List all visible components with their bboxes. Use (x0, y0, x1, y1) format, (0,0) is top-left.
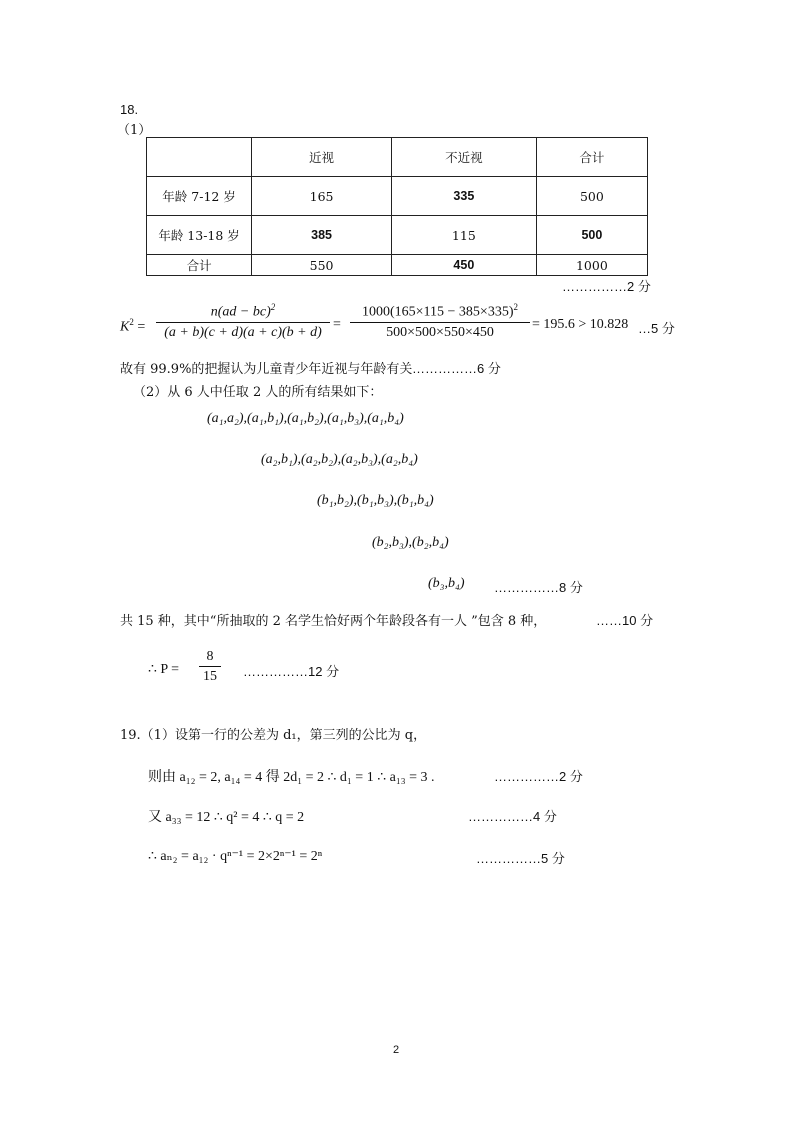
table-cell: 550 (252, 255, 392, 276)
table-header-cell: 近视 (252, 138, 392, 177)
probability-prefix (148, 661, 179, 678)
part-1-label: （1） (117, 123, 152, 138)
table-cell: 年龄 13-18 岁 (147, 216, 252, 255)
k2-lhs: $K^2$ = (120, 317, 146, 335)
score-2: ……………2 分 (562, 279, 651, 294)
table-cell: 年龄 7-12 岁 (147, 177, 252, 216)
question-19-line-2: 则由 a₁₂ = 2, a₁₄ = 4 得 2d₁ = 2 ∴ d₁ = 1 ∴ a₁₃ = 3 . (148, 770, 435, 785)
score-6: ……………6 分 (412, 361, 501, 376)
page-number: 2 (393, 1044, 400, 1056)
k2-general-numerator-exp: 2 (270, 302, 276, 312)
table-row (147, 177, 648, 216)
k2-general-denominator: (a + b)(c + d)(a + c)(b + d) (156, 322, 330, 341)
equals-sign: = (333, 317, 341, 332)
k2-exponent: 2 (129, 317, 134, 327)
k2-numeric-numerator-text: 1000(165×115 − 385×335) (362, 304, 514, 320)
pairs-line-1: (a₁,a₂),(a₁,b₁),(a₁,b₂),(a₁,b₃),(a₁,b₄) (207, 411, 404, 426)
probability-prefix-text: ∴ P = (148, 662, 180, 677)
table-header-row (147, 138, 648, 177)
k2-general-numerator (156, 302, 330, 322)
question-18-number: 18. (120, 102, 139, 117)
summary-text: 共 15 种，其中“所抽取的 2 名学生恰好两个年龄段各有一人 ”包含 8 种， (120, 614, 547, 629)
question-19-line-4: ∴ aₙ₂ = a₁₂ · qⁿ⁻¹ = 2×2ⁿ⁻¹ = 2ⁿ (148, 849, 323, 864)
pairs-line-5: (b₃,b₄) (428, 576, 465, 591)
table-header-cell (147, 138, 252, 177)
pairs-line-2: (a₂,b₁),(a₂,b₂),(a₂,b₃),(a₂,b₄) (261, 452, 418, 467)
table-cell: 385 (252, 216, 392, 255)
table-cell: 450 (391, 255, 536, 276)
q19-score-2: ……………2 分 (494, 769, 583, 784)
probability-denominator: 15 (199, 666, 221, 685)
myopia-age-table (146, 137, 648, 276)
table-cell: 335 (391, 177, 536, 216)
table-row (147, 255, 648, 276)
table-header-cell: 不近视 (391, 138, 536, 177)
q19-score-5: ……………5 分 (476, 851, 565, 866)
probability-numerator: 8 (206, 649, 214, 664)
conclusion-text: 故有 99.9%的把握认为儿童青少年近视与年龄有关 (120, 362, 413, 377)
part-2-intro: （2）从 6 人中任取 2 人的所有结果如下： (133, 385, 383, 400)
pairs-line-3: (b₁,b₂),(b₁,b₃),(b₁,b₄) (317, 493, 434, 508)
table-cell: 165 (252, 177, 392, 216)
pairs-line-4: (b₂,b₃),(b₂,b₄) (372, 535, 449, 550)
k2-numeric-numerator (350, 302, 530, 322)
table-cell: 合计 (147, 255, 252, 276)
k2-numeric-numerator-exp: 2 (513, 302, 518, 312)
probability-fraction (199, 649, 221, 685)
k2-numeric-denominator: 500×500×550×450 (350, 322, 530, 341)
question-19-line-3: 又 a₃₃ = 12 ∴ q² = 4 ∴ q = 2 (148, 810, 305, 825)
score-10: ……10 分 (596, 613, 654, 628)
table-header-cell: 合计 (536, 138, 647, 177)
table-cell: 1000 (536, 255, 647, 276)
k2-general-fraction (156, 302, 330, 341)
score-8: ……………8 分 (494, 580, 583, 595)
table-cell: 500 (536, 177, 647, 216)
table-row (147, 216, 648, 255)
k2-numeric-fraction (350, 302, 530, 341)
k2-result: = 195.6 > 10.828 (532, 317, 629, 332)
k2-symbol: K (120, 319, 130, 335)
k2-general-numerator-text: n(ad − bc) (210, 304, 271, 320)
score-12: ……………12 分 (243, 664, 340, 679)
score-5-k2: …5 分 (638, 321, 675, 336)
question-19-line-1: 19.（1）设第一行的公差为 d₁，第三列的公比为 q， (120, 728, 427, 743)
q19-score-4: ……………4 分 (468, 809, 557, 824)
table-cell: 115 (391, 216, 536, 255)
table-cell: 500 (536, 216, 647, 255)
